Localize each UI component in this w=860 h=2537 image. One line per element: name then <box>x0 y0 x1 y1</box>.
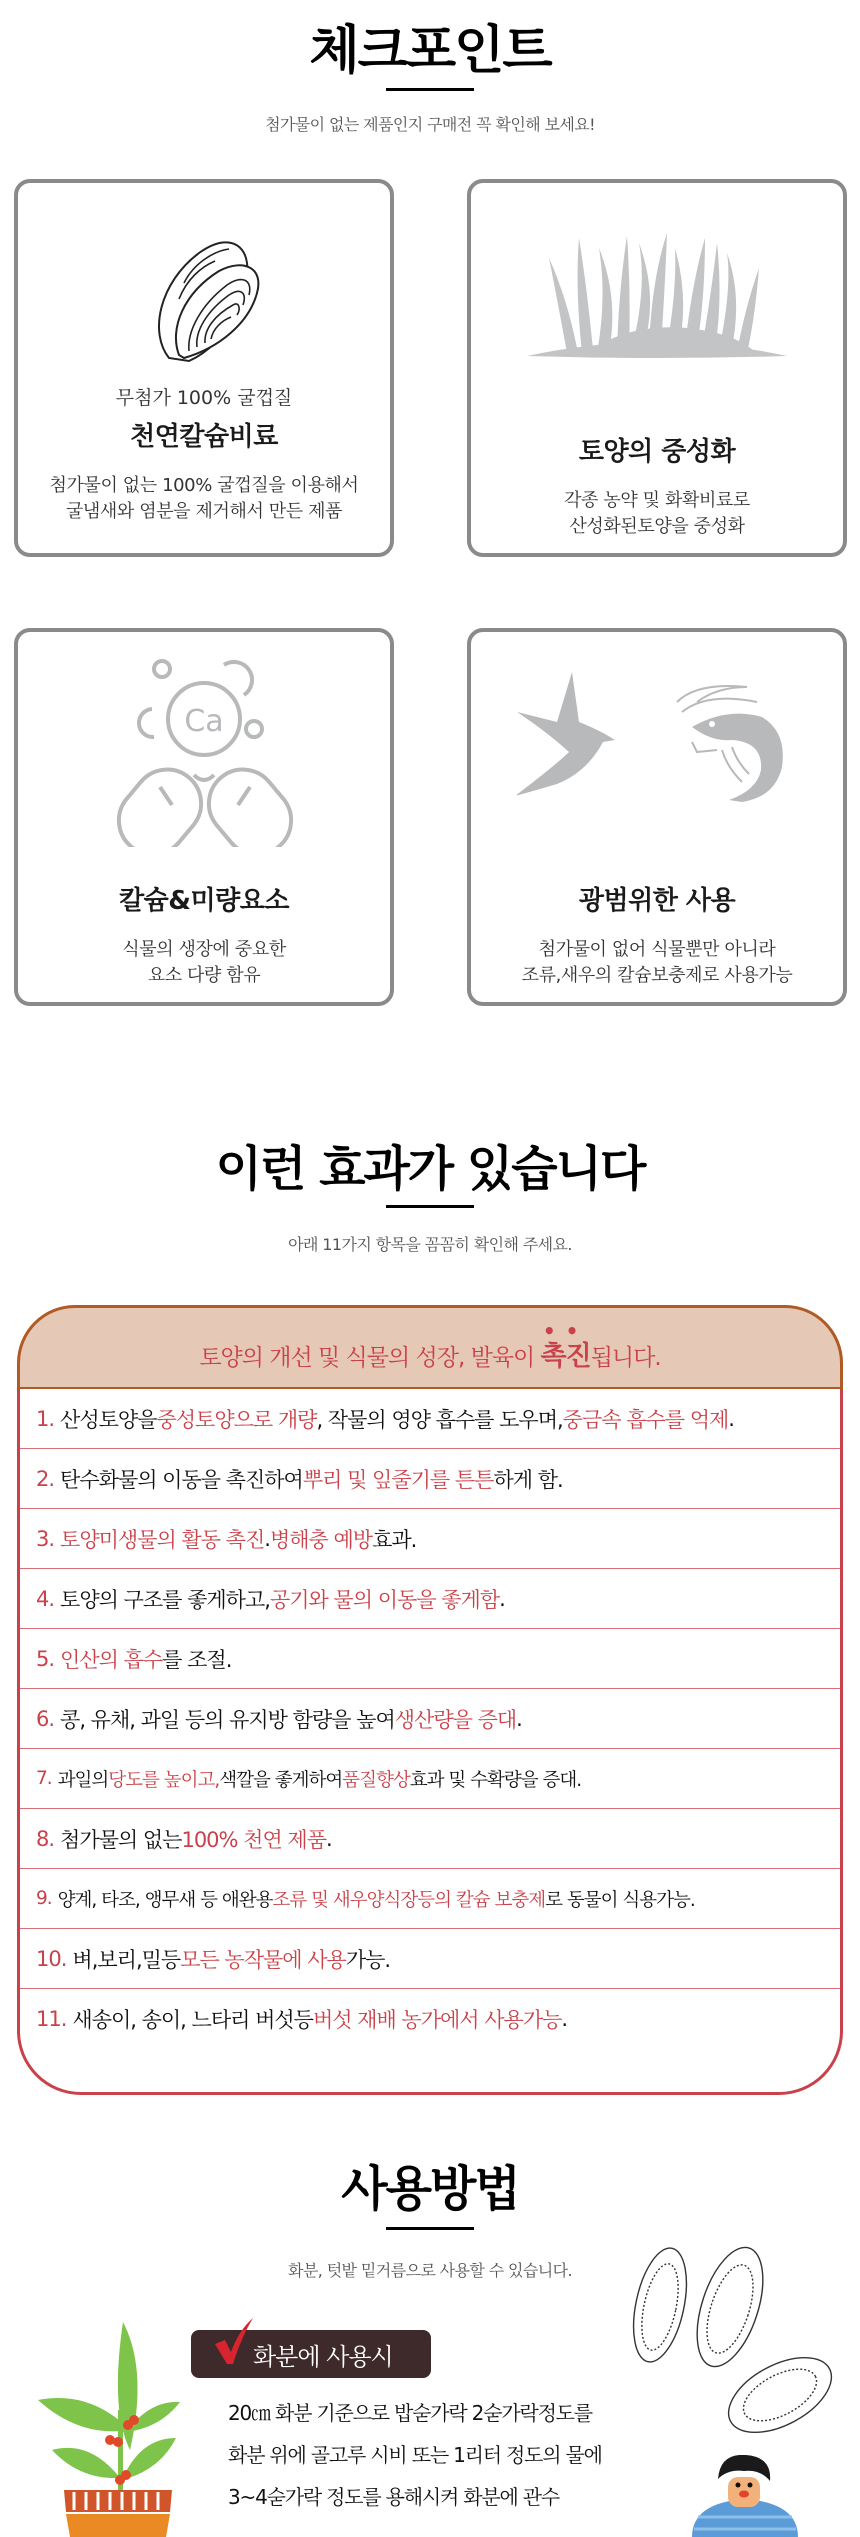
oyster-illustrations <box>630 2245 860 2435</box>
usage-line: 화분 위에 골고루 시비 또는 1리터 정도의 물에 <box>228 2443 602 2467</box>
effect-highlight-text: 버섯 재배 농가에서 사용가능 <box>312 2008 562 2032</box>
card-description <box>471 937 843 989</box>
usage-pot-badge <box>191 2330 431 2378</box>
effect-highlight-text: 인산의 흡수 <box>60 1647 163 1672</box>
effect-text: 가능. <box>345 1947 391 1972</box>
effect-text: . <box>728 1406 734 1431</box>
card-name: 천연칼슘비료 <box>130 422 278 452</box>
effect-text: 새송이, 송이, 느타리 버섯등 <box>72 2008 313 2032</box>
effect-text: . <box>516 1706 522 1731</box>
effect-highlight-text: 당도를 높이고, <box>108 1769 220 1791</box>
effect-text: 양계, 타조, 앵무새 등 애완용 <box>57 1889 273 1911</box>
effects-panel-header <box>17 1305 843 1389</box>
card-desc-line: 조류,새우의 칼슘보충제로 사용가능 <box>521 965 793 986</box>
effect-highlight-text: 병해충 예방 <box>269 1527 373 1552</box>
effect-highlight-text: 조류 및 새우양식장등의 칼슘 보충제 <box>272 1889 546 1911</box>
effect-item-number: 5. <box>36 1646 55 1671</box>
effect-item-number: 9. <box>36 1888 52 1909</box>
effect-highlight-text: 100% 천연 제품 <box>181 1827 326 1852</box>
effect-item <box>20 1569 840 1629</box>
effects-panel <box>17 1305 843 2095</box>
person-illustration <box>690 2455 800 2537</box>
effect-highlight-text: 중성토양으로 개량 <box>156 1407 317 1432</box>
usage-line: 3~4숟가락 정도를 용해시켜 화분에 관수 <box>228 2485 560 2509</box>
card-name: 토양의 중성화 <box>578 437 736 467</box>
card-name: 칼슘&미량요소 <box>119 886 289 916</box>
effect-text: 하게 함. <box>493 1467 563 1492</box>
effect-text: , 작물의 영양 흡수를 도우며, <box>316 1407 563 1432</box>
emphasis-dots: •• <box>542 1319 589 1343</box>
effect-text: . <box>561 2007 568 2031</box>
effect-text: 산성토양을 <box>60 1407 157 1432</box>
effect-item-number: 1. <box>36 1406 55 1431</box>
card-desc-line: 첨가물이 없어 식물뿐만 아니라 <box>538 939 776 960</box>
effect-item-number: 11. <box>36 2007 67 2031</box>
effects-subtitle: 아래 11가지 항목을 꼼꼼히 확인해 주세요. <box>288 1235 572 1254</box>
effect-item-number: 6. <box>36 1706 55 1731</box>
effect-item-number: 8. <box>36 1826 55 1851</box>
calcium-capsule-icon <box>18 652 390 842</box>
checkpoint-subtitle: 첨가물이 없는 제품인지 구매전 꼭 확인해 보세요! <box>265 115 595 134</box>
effect-item <box>20 1929 840 1989</box>
bird-shrimp-icon <box>471 652 843 842</box>
card-desc-line: 첨가물이 없는 100% 굴껍질을 이용해서 <box>49 475 359 496</box>
checkpoint-card-natural-calcium <box>14 179 394 557</box>
usage-subtitle: 화분, 텃밭 밑거름으로 사용할 수 있습니다. <box>288 2261 572 2280</box>
effect-item <box>20 1989 840 2057</box>
grass-icon <box>471 203 843 393</box>
effect-text: 토양의 구조를 좋게하고, <box>60 1587 270 1612</box>
effect-highlight-text: 모든 농작물에 사용 <box>180 1947 346 1972</box>
effects-header-text <box>199 1319 661 1373</box>
card-desc-line: 각종 농약 및 화확비료로 <box>564 490 750 511</box>
effect-item-number: 4. <box>36 1586 55 1611</box>
checkpoint-card-soil-neutralization <box>467 179 847 557</box>
effect-text: 첨가물의 없는 <box>60 1827 182 1852</box>
effect-item <box>20 1689 840 1749</box>
effect-text: 로 동물이 식용가능. <box>545 1889 695 1911</box>
card-desc-line: 굴냄새와 염분을 제거해서 만든 제품 <box>65 501 343 522</box>
effect-text: 과일의 <box>57 1769 109 1791</box>
header-text-before: 토양의 개선 및 식물의 성장, 발육이 <box>199 1345 541 1371</box>
effect-text: . <box>264 1526 270 1551</box>
bird-icon <box>517 672 615 796</box>
emphasis-word: 촉진 <box>540 1341 591 1372</box>
svg-text:Ca: Ca <box>184 704 224 739</box>
effect-text: . <box>325 1826 332 1851</box>
effect-item <box>20 1449 840 1509</box>
card-desc-line: 산성화된토양을 중성화 <box>569 516 745 537</box>
title-divider <box>386 1205 474 1208</box>
effect-item-number: 7. <box>36 1768 52 1789</box>
usage-instructions <box>228 2392 648 2518</box>
effect-item <box>20 1389 840 1449</box>
effect-text: 색깔을 좋게하여 <box>219 1769 343 1791</box>
title-divider <box>386 2227 474 2230</box>
effect-text: 효과. <box>372 1527 417 1552</box>
card-name: 광범위한 사용 <box>578 886 736 916</box>
usage-line: 20㎝ 화분 기준으로 밥숟가락 2숟가락정도를 <box>228 2401 592 2425</box>
checkmark-icon <box>211 2316 255 2366</box>
card-desc-line: 요소 다량 함유 <box>147 965 261 986</box>
effect-highlight-text: 뿌리 및 잎줄기를 튼튼 <box>302 1467 494 1492</box>
effect-item <box>20 1629 840 1689</box>
effect-text: . <box>499 1586 505 1611</box>
effect-text: 콩, 유채, 과일 등의 유지방 함량을 높여 <box>60 1707 395 1732</box>
effect-text: 효과 및 수확량을 증대. <box>409 1769 582 1791</box>
effect-highlight-text: 중금속 흡수를 억제 <box>562 1407 729 1432</box>
card-pre-label: 무첨가 100% 굴껍질 <box>115 387 293 409</box>
card-description <box>471 488 843 540</box>
title-divider <box>386 88 474 91</box>
effect-text: 탄수화물의 이동을 촉진하여 <box>60 1467 303 1492</box>
effect-item <box>20 1509 840 1569</box>
effect-item <box>20 1749 840 1809</box>
effect-highlight-text: 품질향상 <box>342 1769 410 1791</box>
effect-text: 벼,보리,밀등 <box>72 1947 181 1972</box>
oyster-shell-icon <box>18 203 390 393</box>
checkpoint-title: 체크포인트 <box>309 21 551 81</box>
effect-item <box>20 1809 840 1869</box>
effect-item-number: 10. <box>36 1946 67 1971</box>
card-description <box>18 473 390 525</box>
effect-highlight-text: 공기와 물의 이동을 좋게함 <box>269 1587 500 1612</box>
usage-title: 사용방법 <box>341 2161 519 2217</box>
header-emphasis <box>540 1319 591 1372</box>
effects-list <box>17 1389 843 2095</box>
checkpoint-card-wide-use <box>467 628 847 1006</box>
effect-item-number: 3. <box>36 1526 55 1551</box>
effect-text: 를 조절. <box>162 1647 232 1672</box>
effect-item <box>20 1869 840 1929</box>
header-text-after: 됩니다. <box>590 1345 661 1371</box>
effect-highlight-text: 토양미생물의 활동 촉진 <box>60 1527 265 1552</box>
effects-title: 이런 효과가 있습니다 <box>215 1141 645 1197</box>
potted-plant-illustration <box>30 2310 190 2537</box>
effect-highlight-text: 생산량을 증대 <box>394 1707 517 1732</box>
effect-item-number: 2. <box>36 1466 55 1491</box>
card-desc-line: 식물의 생장에 중요한 <box>122 939 286 960</box>
card-description <box>18 937 390 989</box>
shrimp-icon <box>677 686 783 802</box>
checkpoint-card-calcium-trace-elements <box>14 628 394 1006</box>
usage-badge-label: 화분에 사용시 <box>253 2342 393 2371</box>
